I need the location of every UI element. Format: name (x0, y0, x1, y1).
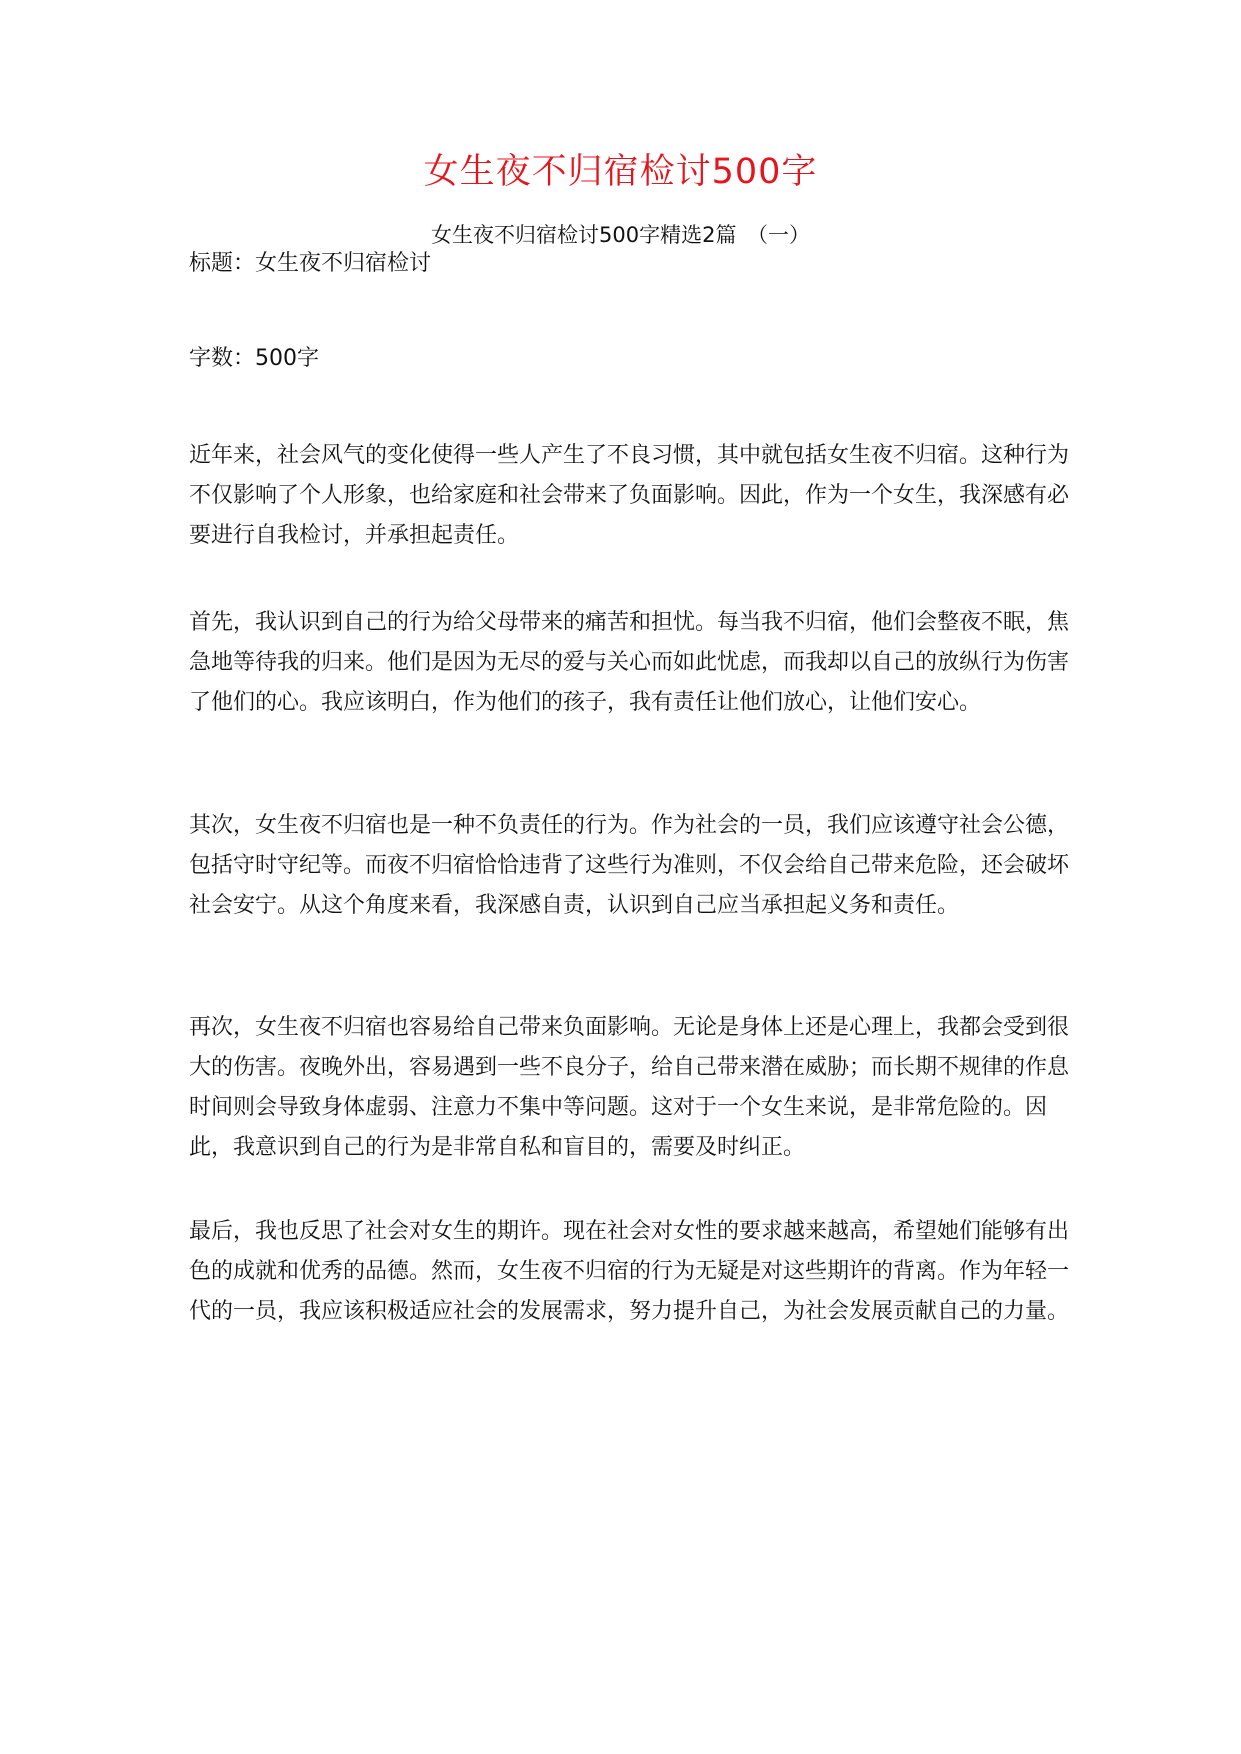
paragraph-text: 再次，女生夜不归宿也容易给自己带来负面影响。无论是身体上还是心理上，我都会受到很大的伤害。夜晚外出，容易遇到一些不良分子，给自己带来潜在威胁；而长期不规律的作息时间则会导致身体虚弱、注意力不集中等问题。这对于一个女生来说，是非常危险的。因此，我意识到自己的行为是非常自私和盲目的，需要及时纠正。 (189, 1015, 1070, 1160)
document-title: 女生夜不归宿检讨500字 (423, 152, 818, 192)
meta-title-line: 标题：女生夜不归宿检讨 (189, 251, 432, 276)
paragraph-text: 其次，女生夜不归宿也是一种不负责任的行为。作为社会的一员，我们应该遵守社会公德，包括守时守纪等。而夜不归宿恰恰违背了这些行为准则，不仅会给自己带来危险，还会破坏社会安宁。从这个角度来看，我深感自责，认识到自己应当承担起义务和责任。 (189, 813, 1070, 918)
paragraph-5 (189, 1212, 1079, 1332)
paragraph-text: 最后，我也反思了社会对女生的期许。现在社会对女性的要求越来越高，希望她们能够有出色的成就和优秀的品德。然而，女生夜不归宿的行为无疑是对这些期许的背离。作为年轻一代的一员，我应该积极适应社会的发展需求，努力提升自己，为社会发展贡献自己的力量。 (189, 1219, 1070, 1324)
meta-wordcount-line: 字数：500字 (189, 346, 319, 371)
paragraph-4 (189, 1008, 1079, 1168)
paragraph-text: 首先，我认识到自己的行为给父母带来的痛苦和担忧。每当我不归宿，他们会整夜不眠，焦急地等待我的归来。他们是因为无尽的爱与关心而如此忧虑，而我却以自己的放纵行为伤害了他们的心。我应该明白，作为他们的孩子，我有责任让他们放心，让他们安心。 (189, 610, 1070, 715)
paragraph-text: 近年来，社会风气的变化使得一些人产生了不良习惯，其中就包括女生夜不归宿。这种行为不仅影响了个人形象，也给家庭和社会带来了负面影响。因此，作为一个女生，我深感有必要进行自我检讨，并承担起责任。 (189, 443, 1070, 548)
paragraph-3 (189, 806, 1079, 926)
document-subtitle: 女生夜不归宿检讨500字精选2篇 （一） (431, 223, 810, 247)
paragraph-1 (189, 436, 1079, 556)
paragraph-2 (189, 603, 1079, 723)
